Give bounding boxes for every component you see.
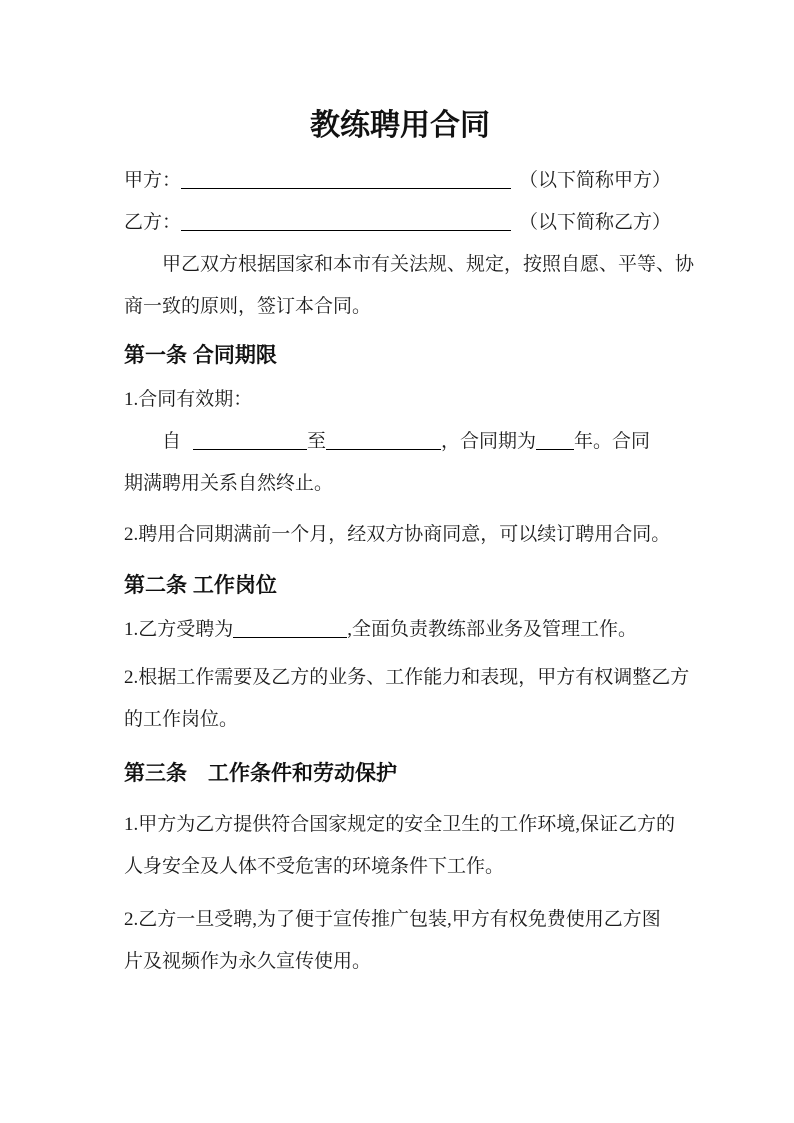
preamble-line-2: 商一致的原则，签订本合同。: [124, 296, 372, 317]
doc-title: 教练聘用合同: [310, 109, 490, 142]
to-date-blank[interactable]: [326, 429, 441, 450]
clause-3-2-line-1: 2.乙方一旦受聘,为了便于宣传推广包装,甲方有权免费使用乙方图: [124, 909, 661, 930]
validity-to-label: 至: [307, 431, 327, 452]
validity-line-1: [124, 421, 698, 463]
clause-2-2-line-2: 的工作岗位。: [124, 709, 239, 730]
clause-3-2-line-2: 片及视频作为永久宣传使用。: [124, 951, 372, 972]
party-b-blank[interactable]: [181, 210, 511, 231]
party-b-note: （以下简称乙方）: [519, 212, 672, 233]
clause-3-1-line-2: 人身安全及人体不受危害的环境条件下工作。: [124, 856, 505, 877]
validity-from-label: 自: [162, 431, 182, 452]
party-a-note: （以下简称甲方）: [519, 170, 672, 191]
clause-2-1: [124, 609, 698, 651]
term-years-blank[interactable]: [536, 429, 574, 450]
party-a-label: 甲方：: [124, 170, 182, 191]
article-1-heading: 第一条 合同期限: [124, 344, 277, 367]
party-a-blank[interactable]: [181, 168, 511, 189]
clause-3-1-line-1: 1.甲方为乙方提供符合国家规定的安全卫生的工作环境,保证乙方的: [124, 814, 676, 835]
preamble-line-1: 甲乙双方根据国家和本市有关法规、规定，按照自愿、平等、协: [162, 254, 695, 275]
party-a-line: [124, 160, 698, 202]
validity-tail: 年。合同: [574, 431, 651, 452]
from-date-blank[interactable]: [193, 429, 307, 450]
article-2-heading: 第二条 工作岗位: [124, 574, 277, 597]
clause-1-2: 2.聘用合同期满前一个月，经双方协商同意，可以续订聘用合同。: [124, 524, 671, 545]
article-3-heading: 第三条 工作条件和劳动保护: [124, 762, 397, 785]
validity-line-2: 期满聘用关系自然终止。: [124, 473, 334, 494]
clause-2-1-prefix: 1.乙方受聘为: [124, 619, 234, 640]
validity-term-label: ，合同期为: [441, 431, 537, 452]
party-b-label: 乙方：: [124, 212, 182, 233]
clause-2-1-suffix: ,全面负责教练部业务及管理工作。: [347, 619, 638, 640]
clause-2-2-line-1: 2.根据工作需要及乙方的业务、工作能力和表现，甲方有权调整乙方: [124, 667, 690, 688]
clause-1-1: 1.合同有效期：: [124, 389, 253, 410]
party-b-line: [124, 202, 698, 244]
position-blank[interactable]: [233, 617, 347, 638]
